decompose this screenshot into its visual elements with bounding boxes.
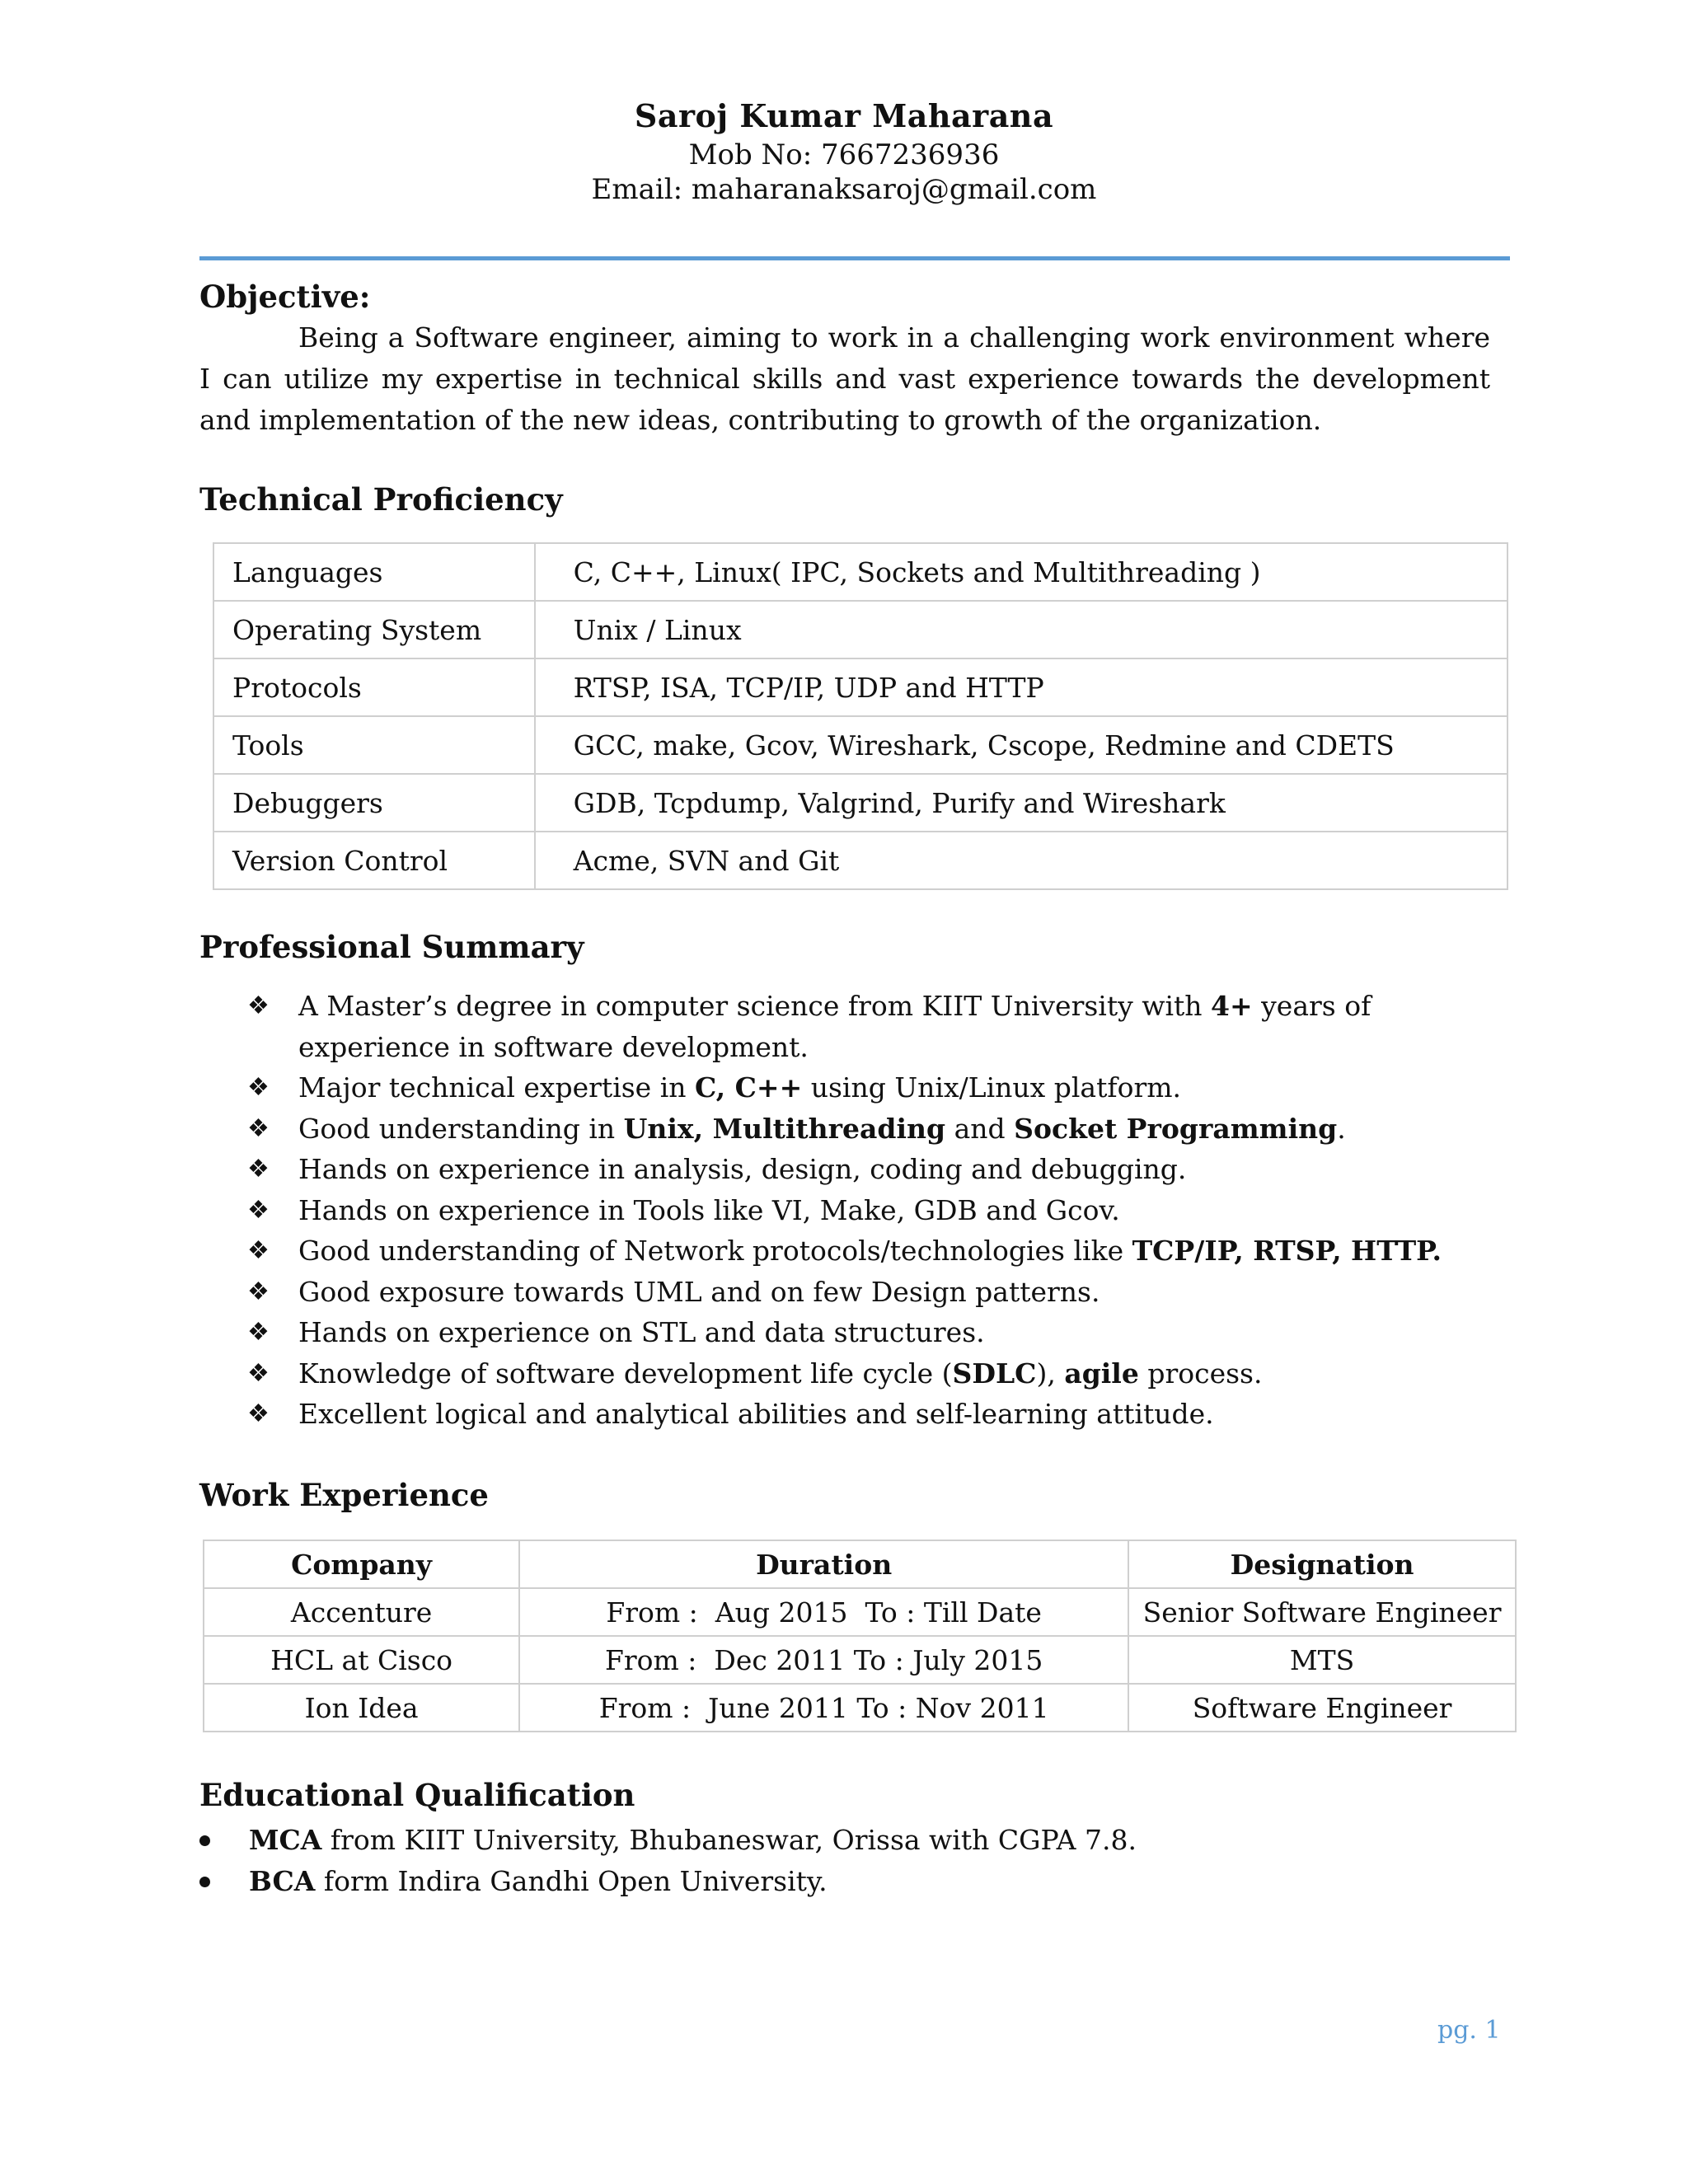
list-item <box>247 1108 1500 1150</box>
skill-values: GCC, make, Gcov, Wireshark, Cscope, Redmine and CDETS <box>535 716 1507 774</box>
text-run: Major technical expertise in <box>298 1071 695 1104</box>
diamond-bullet-icon: ❖ <box>247 1318 270 1347</box>
list-item <box>247 1230 1500 1272</box>
technical-heading: Technical Proficiency <box>199 481 563 518</box>
table-cell: Ion Idea <box>204 1684 519 1732</box>
skill-category: Operating System <box>213 601 535 658</box>
table-cell: Accenture <box>204 1588 519 1636</box>
table-row <box>213 716 1507 774</box>
table-row <box>213 832 1507 889</box>
diamond-bullet-icon: ❖ <box>247 1236 270 1265</box>
diamond-bullet-icon: ❖ <box>247 1073 270 1102</box>
bold-text: Socket Programming <box>1014 1112 1338 1145</box>
bold-text: BCA <box>249 1865 316 1897</box>
list-item <box>247 1190 1500 1231</box>
skill-values: RTSP, ISA, TCP/IP, UDP and HTTP <box>535 658 1507 716</box>
text-run: years of experience in software development. <box>298 990 1372 1063</box>
text-run: Knowledge of software development life cycle ( <box>298 1357 953 1390</box>
table-cell: HCL at Cisco <box>204 1636 519 1684</box>
skill-category: Tools <box>213 716 535 774</box>
column-header: Designation <box>1128 1540 1516 1588</box>
mobile-number: Mob No: 7667236936 <box>688 138 1000 171</box>
skill-values: C, C++, Linux( IPC, Sockets and Multithreading ) <box>535 543 1507 601</box>
bold-text: C, C++ <box>695 1071 803 1104</box>
table-cell: From : Aug 2015 To : Till Date <box>519 1588 1128 1636</box>
text-run: . <box>1337 1112 1346 1145</box>
bold-text: MCA <box>249 1824 322 1856</box>
text-run: form Indira Gandhi Open University. <box>315 1865 828 1897</box>
text-run: from KIIT University, Bhubaneswar, Orissa with CGPA 7.8. <box>321 1824 1137 1856</box>
list-item <box>247 1149 1500 1190</box>
skill-category: Protocols <box>213 658 535 716</box>
skill-values: GDB, Tcpdump, Valgrind, Purify and Wireshark <box>535 774 1507 832</box>
candidate-name: Saroj Kumar Maharana <box>634 97 1054 134</box>
diamond-bullet-icon: ❖ <box>247 991 270 1020</box>
text-run: ), <box>1036 1357 1065 1390</box>
summary-list <box>247 986 1500 1435</box>
list-item <box>247 1067 1500 1108</box>
skill-category: Version Control <box>213 832 535 889</box>
bullet-icon <box>199 1835 210 1846</box>
table-cell: MTS <box>1128 1636 1516 1684</box>
diamond-bullet-icon: ❖ <box>247 1277 270 1306</box>
table-row <box>213 543 1507 601</box>
bold-text: SDLC <box>952 1357 1037 1390</box>
table-row <box>213 774 1507 832</box>
text-run: process. <box>1138 1357 1263 1390</box>
table-cell: From : Dec 2011 To : July 2015 <box>519 1636 1128 1684</box>
education-list <box>199 1820 1436 1902</box>
text-run: A Master’s degree in computer science from KIIT University with <box>298 990 1212 1022</box>
bold-text: agile <box>1064 1357 1139 1390</box>
email-address: Email: maharanaksaroj@gmail.com <box>591 173 1097 206</box>
table-row <box>213 658 1507 716</box>
bold-text: TCP/IP, RTSP, HTTP. <box>1132 1235 1442 1267</box>
list-item <box>199 1861 1436 1902</box>
table-cell: Software Engineer <box>1128 1684 1516 1732</box>
skill-category: Languages <box>213 543 535 601</box>
diamond-bullet-icon: ❖ <box>247 1399 270 1428</box>
work-table <box>203 1540 1517 1732</box>
list-item <box>247 1353 1500 1394</box>
objective-text <box>199 317 1490 441</box>
table-row <box>213 601 1507 658</box>
table-row <box>204 1588 1516 1636</box>
diamond-bullet-icon: ❖ <box>247 1358 270 1388</box>
text-run: Hands on experience in Tools like VI, Make, GDB and Gcov. <box>298 1193 1120 1226</box>
objective-heading: Objective: <box>199 279 371 315</box>
page-number: pg. 1 <box>1437 2016 1501 2045</box>
table-cell: From : June 2011 To : Nov 2011 <box>519 1684 1128 1732</box>
text-run: Hands on experience on STL and data structures. <box>298 1316 985 1348</box>
skill-values: Acme, SVN and Git <box>535 832 1507 889</box>
skill-values: Unix / Linux <box>535 601 1507 658</box>
text-run: Hands on experience in analysis, design, coding and debugging. <box>298 1153 1187 1185</box>
bold-text: Unix, Multithreading <box>623 1112 946 1145</box>
list-item <box>247 1312 1500 1353</box>
column-header: Company <box>204 1540 519 1588</box>
table-row <box>204 1684 1516 1732</box>
education-heading: Educational Qualification <box>199 1777 635 1813</box>
text-run: and <box>945 1112 1015 1145</box>
list-item <box>199 1820 1436 1861</box>
text-run: using Unix/Linux platform. <box>802 1071 1182 1104</box>
bullet-icon <box>199 1877 210 1887</box>
objective-body: Being a Software engineer, aiming to work in a challenging work environment where I can utilize my expertise in technical skills and vast experience towards the development and implementation of the new ideas, contributing to growth of the organization. <box>199 321 1490 436</box>
text-run: Excellent logical and analytical abilities and self-learning attitude. <box>298 1398 1214 1430</box>
list-item <box>247 1272 1500 1313</box>
skill-category: Debuggers <box>213 774 535 832</box>
bold-text: 4+ <box>1211 990 1253 1022</box>
table-cell: Senior Software Engineer <box>1128 1588 1516 1636</box>
text-run: Good understanding of Network protocols/technologies like <box>298 1235 1132 1267</box>
diamond-bullet-icon: ❖ <box>247 1155 270 1183</box>
diamond-bullet-icon: ❖ <box>247 1113 270 1143</box>
table-row <box>204 1636 1516 1684</box>
list-item <box>247 1394 1500 1435</box>
column-header: Duration <box>519 1540 1128 1588</box>
text-run: Good understanding in <box>298 1112 624 1145</box>
list-item <box>247 986 1500 1067</box>
diamond-bullet-icon: ❖ <box>247 1195 270 1225</box>
technical-table <box>213 542 1508 890</box>
summary-heading: Professional Summary <box>199 929 584 965</box>
work-heading: Work Experience <box>199 1477 489 1513</box>
text-run: Good exposure towards UML and on few Design patterns. <box>298 1275 1100 1308</box>
header-divider <box>199 256 1510 260</box>
